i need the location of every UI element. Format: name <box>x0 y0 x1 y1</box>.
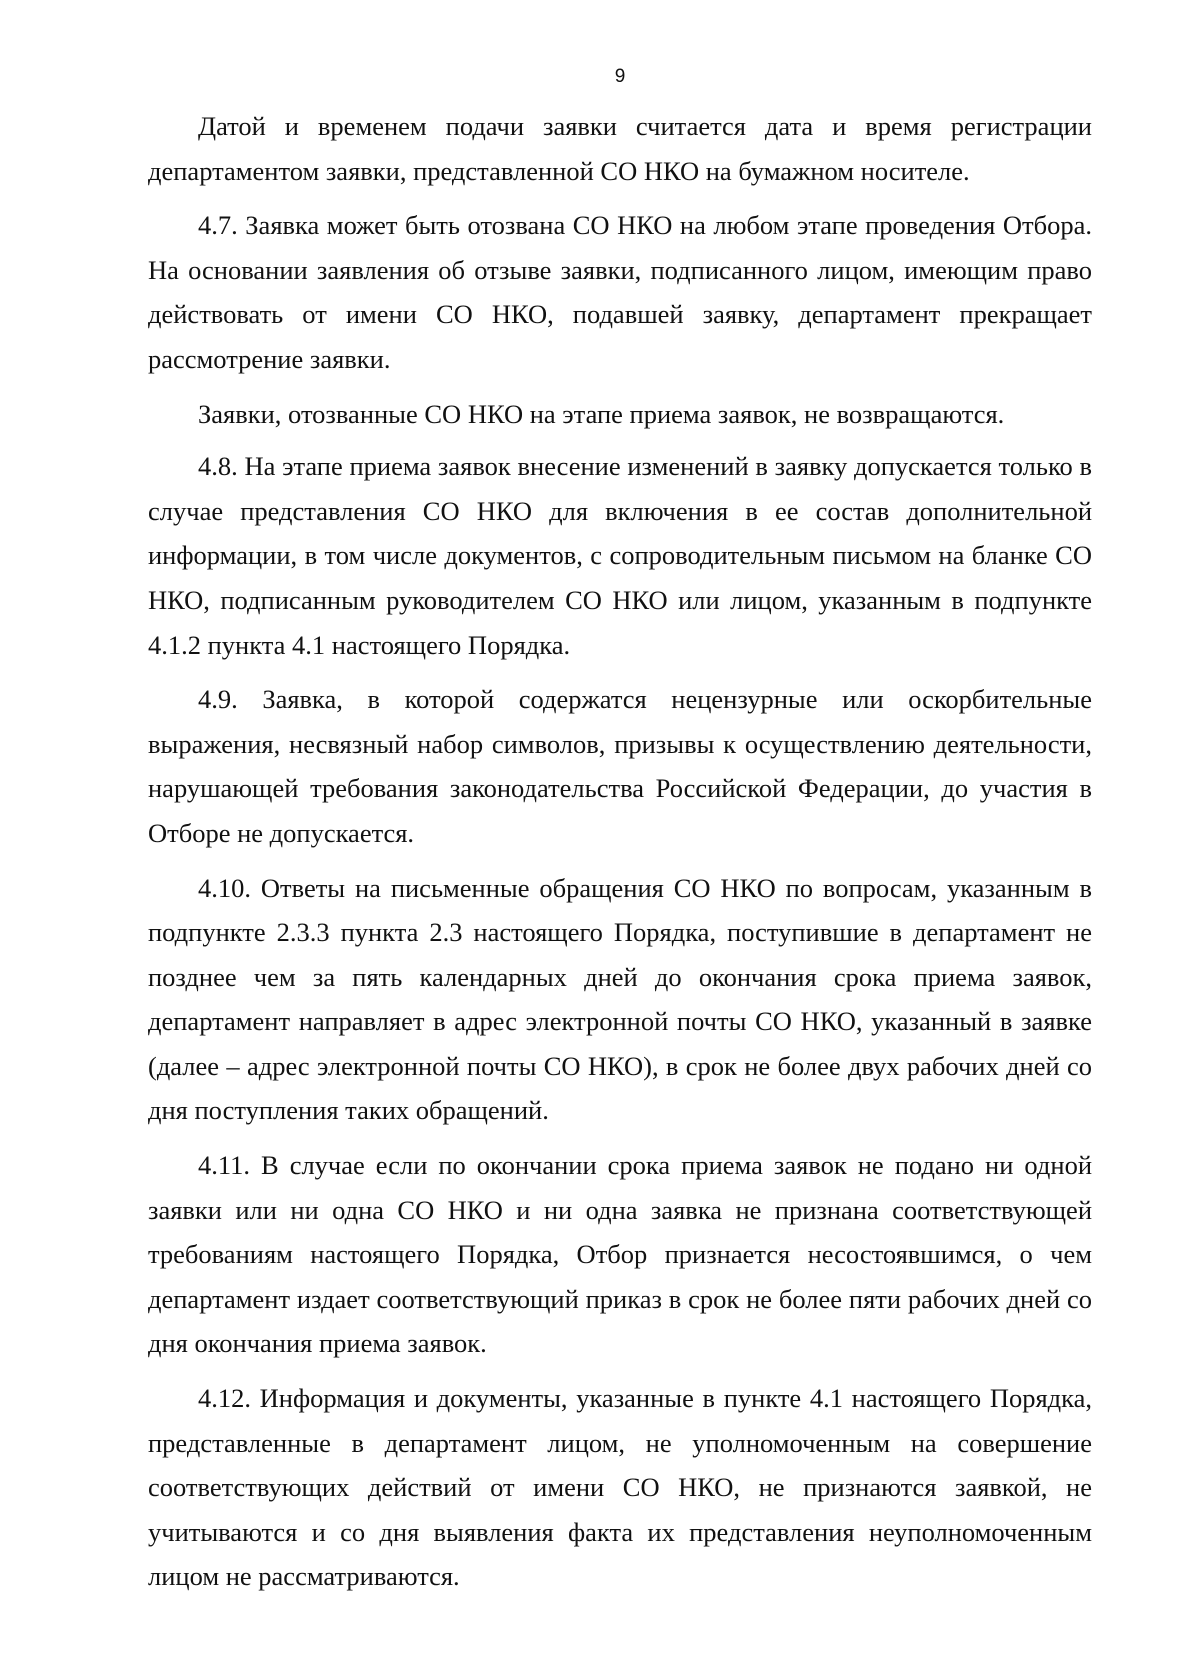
paragraph-4-10: 4.10. Ответы на письменные обращения СО НКО по вопросам, указанным в подпункте 2.3.3 пункта 2.3 настоящего Порядка, поступившие в департамент не позднее чем за пять календарных дней до окончания срока приема заявок, департамент направляет в адрес электронной почты СО НКО, указанный в заявке (далее – адрес электронной почты СО НКО), в срок не более двух рабочих дней со дня поступления таких обращений. <box>148 872 1092 1126</box>
paragraph-submission-datetime: Датой и временем подачи заявки считается дата и время регистрации департаментом заявки, представленной СО НКО на бумажном носителе. <box>148 111 1092 186</box>
paragraph-4-11: 4.11. В случае если по окончании срока приема заявок не подано ни одной заявки или ни одна СО НКО и ни одна заявка не признана соответствующей требованиям настоящего Порядка, Отбор признается несостоявшимся, о чем департамент издает соответствующий приказ в срок не более пяти рабочих дней со дня окончания приема заявок. <box>148 1150 1092 1359</box>
paragraph-4-12: 4.12. Информация и документы, указанные в пункте 4.1 настоящего Порядка, представленные в департамент лицом, не уполномоченным на совершение соответствующих действий от имени СО НКО, не признаются заявкой, не учитываются и со дня выявления факта их представления неуполномоченным лицом не рассматриваются. <box>148 1383 1092 1592</box>
document-body <box>148 104 1092 1609</box>
paragraph-4-7: 4.7. Заявка может быть отозвана СО НКО на любом этапе проведения Отбора. На основании заявления об отзыве заявки, подписанного лицом, имеющим право действовать от имени СО НКО, подавшей заявку, департамент прекращает рассмотрение заявки. <box>148 210 1092 374</box>
paragraph-4-9: 4.9. Заявка, в которой содержатся нецензурные или оскорбительные выражения, несвязный набор символов, призывы к осуществлению деятельности, нарушающей требования законодательства Российской Федерации, до участия в Отборе не допускается. <box>148 684 1092 848</box>
paragraph-4-8: 4.8. На этапе приема заявок внесение изменений в заявку допускается только в случае представления СО НКО для включения в ее состав дополнительной информации, в том числе документов, с сопроводительным письмом на бланке СО НКО, подписанным руководителем СО НКО или лицом, указанным в подпункте 4.1.2 пункта 4.1 настоящего Порядка. <box>148 451 1092 660</box>
page-number: 9 <box>614 66 626 87</box>
paragraph-withdrawn-applications: Заявки, отозванные СО НКО на этапе приема заявок, не возвращаются. <box>198 398 1005 429</box>
